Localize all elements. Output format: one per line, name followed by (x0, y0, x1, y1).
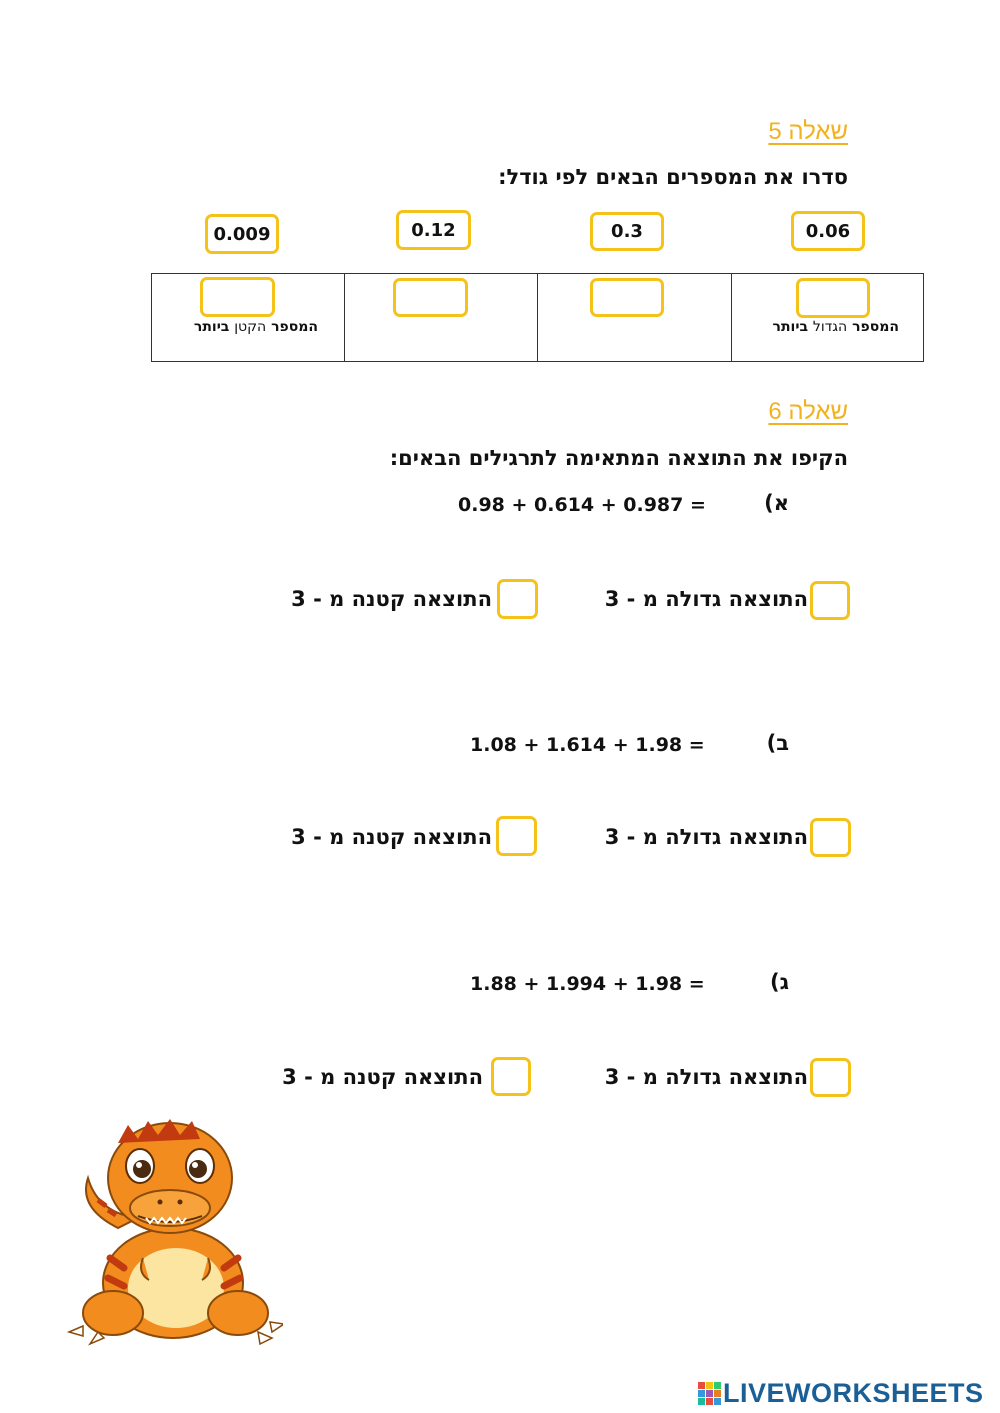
exercise-b-greater-checkbox[interactable] (810, 818, 851, 857)
exercise-c-less-checkbox[interactable] (491, 1057, 531, 1096)
liveworksheets-icon (697, 1380, 723, 1408)
q5-title: שאלה 5 (768, 118, 848, 145)
drop-zone-3[interactable] (393, 278, 468, 317)
exercise-b-less-checkbox[interactable] (496, 816, 537, 856)
exercise-c-letter: ג) (770, 970, 789, 994)
exercise-b-greater-option: התוצאה גדולה מ - 3 (604, 825, 808, 849)
exercise-a-letter: א) (764, 491, 789, 515)
number-chip-2[interactable]: 0.3 (590, 212, 664, 251)
q6-title: שאלה 6 (768, 398, 848, 425)
table-divider (537, 273, 538, 362)
q5-instruction: סדרו את המספרים הבאים לפי גודל: (498, 165, 848, 189)
drop-zone-2[interactable] (590, 278, 664, 317)
number-chip-3[interactable]: 0.12 (396, 210, 471, 250)
exercise-b-expression: 1.08 + 1.614 + 1.98 = (470, 734, 705, 756)
dinosaur-illustration (58, 1118, 283, 1346)
exercise-c-greater-option: התוצאה גדולה מ - 3 (604, 1065, 808, 1089)
exercise-a-less-option: התוצאה קטנה מ - 3 (291, 587, 492, 611)
drop-zone-1[interactable] (796, 278, 870, 318)
exercise-c-less-option: התוצאה קטנה מ - 3 (282, 1065, 483, 1089)
exercise-a-greater-checkbox[interactable] (810, 581, 850, 620)
number-chip-4[interactable]: 0.009 (205, 214, 279, 254)
liveworksheets-logo[interactable] (697, 1378, 984, 1409)
smallest-number-label: המספר הקטן ביותר (193, 319, 318, 335)
number-chip-1[interactable]: 0.06 (791, 211, 865, 251)
largest-number-label: המספר הגדול ביותר (772, 319, 899, 335)
table-divider (731, 273, 732, 362)
exercise-a-greater-option: התוצאה גדולה מ - 3 (604, 587, 808, 611)
exercise-b-less-option: התוצאה קטנה מ - 3 (291, 825, 492, 849)
exercise-a-less-checkbox[interactable] (497, 579, 538, 619)
exercise-a-expression: 0.98 + 0.614 + 0.987 = (458, 494, 706, 516)
exercise-c-greater-checkbox[interactable] (810, 1058, 851, 1097)
table-divider (344, 273, 345, 362)
exercise-c-expression: 1.88 + 1.994 + 1.98 = (470, 973, 705, 995)
brand-name: LIVEWORKSHEETS (723, 1378, 984, 1408)
exercise-b-letter: ב) (766, 731, 789, 755)
q6-instruction: הקיפו את התוצאה המתאימה לתרגילים הבאים: (389, 446, 848, 470)
drop-zone-4[interactable] (200, 277, 275, 317)
